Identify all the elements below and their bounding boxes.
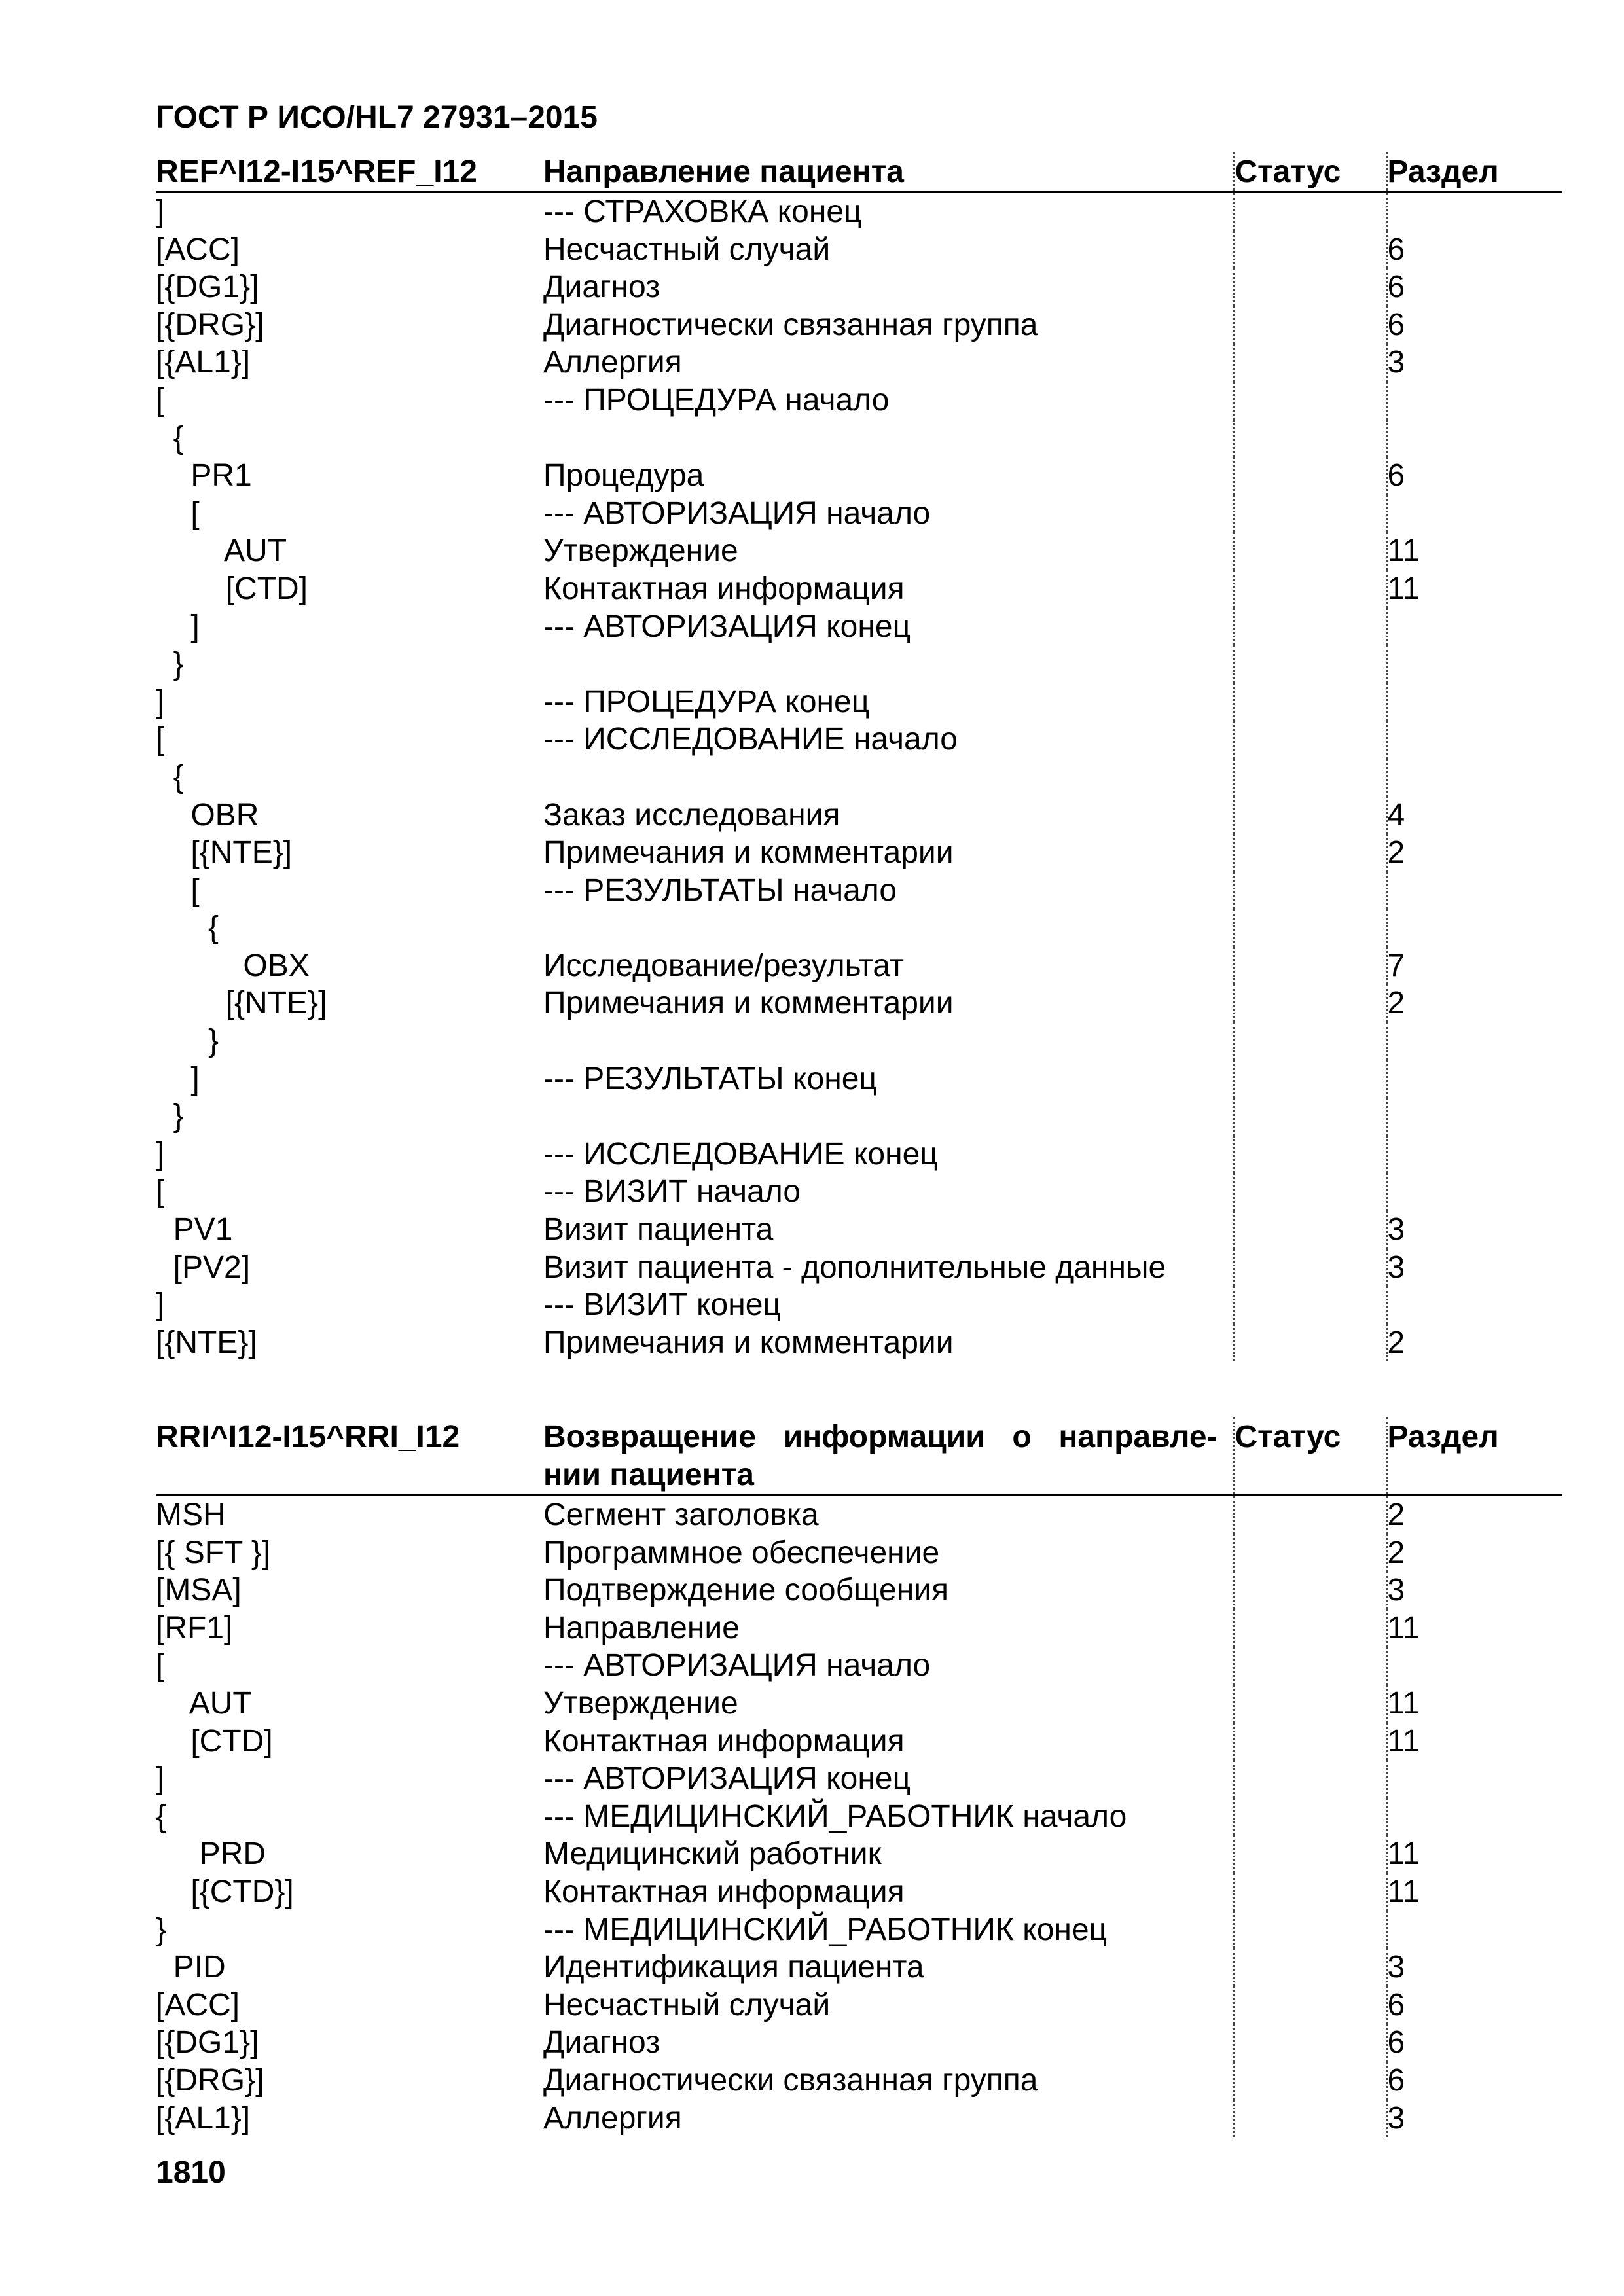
table-row <box>156 1022 1562 1060</box>
segment-name: Медицинский работник <box>543 1835 1234 1873</box>
segment-status <box>1234 495 1386 533</box>
segment-code: [ <box>156 1648 165 1683</box>
segment-code: [ <box>156 1174 165 1210</box>
table-row <box>156 1060 1562 1098</box>
segment-code: AUT <box>156 1685 252 1721</box>
segment-status <box>1234 420 1386 457</box>
segment-name: Аллергия <box>543 344 1234 382</box>
segment-section: 2 <box>1387 1535 1405 1570</box>
table-row <box>156 457 1562 495</box>
segment-code: { <box>156 420 184 456</box>
segment-code: [RF1] <box>156 1610 233 1645</box>
segment-section: 2 <box>1387 835 1405 870</box>
table-header-row <box>156 152 1562 192</box>
segment-status <box>1234 231 1386 269</box>
segment-name: --- МЕДИЦИНСКИЙ_РАБОТНИК начало <box>543 1798 1234 1836</box>
segment-section <box>1386 909 1562 947</box>
segment-code: OBR <box>156 797 259 833</box>
segment-status <box>1234 1798 1386 1836</box>
segment-name: Заказ исследования <box>543 797 1234 834</box>
segment-status <box>1234 570 1386 608</box>
segment-status <box>1234 1286 1386 1324</box>
header-section: Раздел <box>1386 1417 1562 1496</box>
table-row <box>156 306 1562 344</box>
segment-code: [{NTE}] <box>156 1325 257 1360</box>
segment-status <box>1234 1098 1386 1136</box>
segment-name: --- АВТОРИЗАЦИЯ начало <box>543 495 1234 533</box>
table-body <box>156 1496 1562 2138</box>
segment-status <box>1234 797 1386 834</box>
segment-status <box>1234 1948 1386 1986</box>
segment-status <box>1234 984 1386 1022</box>
segment-section <box>1386 1286 1562 1324</box>
table-row <box>156 2100 1562 2138</box>
table-row <box>156 1986 1562 2024</box>
document-header: ГОСТ Р ИСО/HL7 27931–2015 <box>156 100 598 135</box>
segment-status <box>1234 1571 1386 1609</box>
table-row <box>156 1496 1562 1534</box>
table-row <box>156 909 1562 947</box>
segment-section <box>1386 721 1562 759</box>
segment-code: [{DG1}] <box>156 270 259 305</box>
segment-name <box>543 1098 1234 1136</box>
segment-section <box>1386 1022 1562 1060</box>
segment-status <box>1234 947 1386 985</box>
segment-code: [{DRG}] <box>156 307 264 342</box>
table-row <box>156 268 1562 306</box>
segment-code: } <box>156 1912 167 1947</box>
table-row <box>156 382 1562 420</box>
segment-name: Визит пациента <box>543 1211 1234 1249</box>
segment-code: [PV2] <box>156 1249 251 1285</box>
header-name: Возвращение информации о направле-нии пациента <box>543 1417 1234 1496</box>
table-row <box>156 947 1562 985</box>
segment-section <box>1386 1798 1562 1836</box>
segment-code: [ <box>156 495 200 531</box>
segment-section: 3 <box>1387 2100 1405 2136</box>
segment-name: Примечания и комментарии <box>543 834 1234 872</box>
segment-code: ] <box>156 1136 165 1172</box>
segment-name: --- ИССЛЕДОВАНИЕ конец <box>543 1136 1234 1174</box>
segment-section: 3 <box>1387 1950 1405 1985</box>
segment-section: 6 <box>1387 270 1405 305</box>
segment-section: 3 <box>1387 1249 1405 1285</box>
segment-status <box>1234 1022 1386 1060</box>
segment-code: [MSA] <box>156 1573 242 1608</box>
table-row <box>156 1534 1562 1572</box>
segment-status <box>1234 1136 1386 1174</box>
segment-status <box>1234 1324 1386 1362</box>
segment-status <box>1234 192 1386 231</box>
segment-status <box>1234 1723 1386 1761</box>
segment-status <box>1234 721 1386 759</box>
table-row <box>156 570 1562 608</box>
segment-name <box>543 645 1234 683</box>
segment-code: PID <box>156 1950 226 1985</box>
segment-name: Идентификация пациента <box>543 1948 1234 1986</box>
segment-status <box>1234 608 1386 646</box>
segment-section <box>1386 1647 1562 1685</box>
segment-status <box>1234 2062 1386 2100</box>
segment-section: 6 <box>1387 2025 1405 2060</box>
table-row <box>156 1286 1562 1324</box>
segment-code: [{DRG}] <box>156 2062 264 2098</box>
segment-section <box>1386 495 1562 533</box>
segment-name: --- ПРОЦЕДУРА начало <box>543 382 1234 420</box>
segment-section: 4 <box>1387 797 1405 833</box>
segment-status <box>1234 382 1386 420</box>
segment-name: --- РЕЗУЛЬТАТЫ конец <box>543 1060 1234 1098</box>
segment-section: 2 <box>1387 1325 1405 1360</box>
segment-code: [{ SFT }] <box>156 1535 271 1570</box>
segment-code: { <box>156 759 184 795</box>
segment-section: 3 <box>1387 345 1405 380</box>
segment-section <box>1386 1136 1562 1174</box>
segment-status <box>1234 344 1386 382</box>
segment-code: [CTD] <box>156 571 308 606</box>
segment-section: 11 <box>1387 1685 1420 1721</box>
segment-status <box>1234 872 1386 910</box>
segment-status <box>1234 1496 1386 1534</box>
table-row <box>156 834 1562 872</box>
segment-name: Несчастный случай <box>543 1986 1234 2024</box>
segment-section <box>1386 420 1562 457</box>
segment-status <box>1234 1760 1386 1798</box>
segment-name: Направление <box>543 1609 1234 1647</box>
segment-name: --- СТРАХОВКА конец <box>543 192 1234 231</box>
segment-code: { <box>156 1799 167 1834</box>
segment-section: 11 <box>1387 1874 1420 1909</box>
segment-name: --- ВИЗИТ начало <box>543 1173 1234 1211</box>
segment-code: MSH <box>156 1498 226 1532</box>
segment-name: Программное обеспечение <box>543 1534 1234 1572</box>
segment-status <box>1234 1911 1386 1949</box>
segment-status <box>1234 1647 1386 1685</box>
segment-name: Сегмент заголовка <box>543 1496 1234 1534</box>
segment-section: 3 <box>1387 1212 1405 1247</box>
segment-code: [ <box>156 722 165 757</box>
table-row <box>156 1098 1562 1136</box>
segment-status <box>1234 909 1386 947</box>
segment-section: 11 <box>1387 1723 1420 1759</box>
segment-section <box>1386 382 1562 420</box>
segment-name: --- РЕЗУЛЬТАТЫ начало <box>543 872 1234 910</box>
segment-status <box>1234 759 1386 797</box>
segment-code: ] <box>156 684 165 719</box>
segment-section: 11 <box>1387 1837 1420 1872</box>
segment-code: ] <box>156 609 200 644</box>
segment-name <box>543 909 1234 947</box>
table-row <box>156 1324 1562 1362</box>
segment-name: Утверждение <box>543 532 1234 570</box>
table-row <box>156 1136 1562 1174</box>
segment-status <box>1234 532 1386 570</box>
segment-section: 6 <box>1387 458 1405 493</box>
segment-status <box>1234 645 1386 683</box>
segment-name: Процедура <box>543 457 1234 495</box>
segment-section <box>1386 645 1562 683</box>
table-row <box>156 1647 1562 1685</box>
segment-code: [{AL1}] <box>156 2100 251 2136</box>
segment-code: [ <box>156 382 165 418</box>
table-row <box>156 608 1562 646</box>
segment-code: [{CTD}] <box>156 1874 294 1909</box>
table-row <box>156 1835 1562 1873</box>
table-row <box>156 645 1562 683</box>
table-row <box>156 872 1562 910</box>
header-segment: RRI^I12-I15^RRI_I12 <box>156 1417 543 1496</box>
segment-section: 11 <box>1387 571 1420 606</box>
segment-name: Утверждение <box>543 1685 1234 1723</box>
table-row <box>156 759 1562 797</box>
header-section: Раздел <box>1386 152 1562 192</box>
segment-status <box>1234 1534 1386 1572</box>
segment-name: --- ПРОЦЕДУРА конец <box>543 683 1234 721</box>
table-row <box>156 1173 1562 1211</box>
table-row <box>156 1760 1562 1798</box>
segment-section <box>1386 1060 1562 1098</box>
segment-status <box>1234 268 1386 306</box>
segment-name: Примечания и комментарии <box>543 1324 1234 1362</box>
segment-section <box>1386 1173 1562 1211</box>
segment-section: 2 <box>1387 1498 1405 1532</box>
table-row <box>156 797 1562 834</box>
table-row <box>156 1798 1562 1836</box>
table-row <box>156 420 1562 457</box>
table-row <box>156 1948 1562 1986</box>
segment-section <box>1386 872 1562 910</box>
segment-name: --- АВТОРИЗАЦИЯ конец <box>543 608 1234 646</box>
segment-code: [{AL1}] <box>156 345 251 380</box>
header-status: Статус <box>1234 1417 1386 1496</box>
segment-status <box>1234 1249 1386 1287</box>
table-row <box>156 532 1562 570</box>
segment-status <box>1234 306 1386 344</box>
table-row <box>156 683 1562 721</box>
segment-code: [{DG1}] <box>156 2025 259 2060</box>
segment-status <box>1234 1211 1386 1249</box>
segment-name: Несчастный случай <box>543 231 1234 269</box>
table-row <box>156 1873 1562 1911</box>
segment-name: Диагностически связанная группа <box>543 2062 1234 2100</box>
table-header-row <box>156 1417 1562 1496</box>
segment-section: 6 <box>1387 232 1405 267</box>
table-row <box>156 2024 1562 2062</box>
segment-name: Диагностически связанная группа <box>543 306 1234 344</box>
segment-code: PR1 <box>156 458 252 493</box>
segment-table-rri <box>156 1417 1562 2137</box>
segment-section: 7 <box>1387 948 1405 983</box>
table-row <box>156 192 1562 231</box>
segment-code: ] <box>156 1287 165 1323</box>
segment-name: Диагноз <box>543 268 1234 306</box>
segment-name: --- МЕДИЦИНСКИЙ_РАБОТНИК конец <box>543 1911 1234 1949</box>
header-name: Направление пациента <box>543 152 1234 192</box>
table-row <box>156 1723 1562 1761</box>
segment-code: ] <box>156 1761 165 1797</box>
segment-name: --- ИССЛЕДОВАНИЕ начало <box>543 721 1234 759</box>
segment-name: Контактная информация <box>543 1723 1234 1761</box>
table-row <box>156 721 1562 759</box>
segment-section: 3 <box>1387 1573 1405 1608</box>
segment-code: [CTD] <box>156 1723 273 1759</box>
segment-name: Визит пациента - дополнительные данные <box>543 1249 1234 1287</box>
segment-section <box>1386 683 1562 721</box>
segment-status <box>1234 1835 1386 1873</box>
segment-code: { <box>156 910 219 946</box>
segment-code: [ACC] <box>156 1987 240 2022</box>
table-row <box>156 2062 1562 2100</box>
table-row <box>156 344 1562 382</box>
segment-name: Контактная информация <box>543 1873 1234 1911</box>
table-row <box>156 495 1562 533</box>
segment-code: } <box>156 1024 219 1059</box>
table-row <box>156 1571 1562 1609</box>
segment-section <box>1386 1098 1562 1136</box>
table-row <box>156 1211 1562 1249</box>
segment-status <box>1234 2024 1386 2062</box>
segment-code: [{NTE}] <box>156 986 327 1021</box>
segment-status <box>1234 1173 1386 1211</box>
table-row <box>156 1911 1562 1949</box>
segment-code: } <box>156 647 184 682</box>
table-row <box>156 984 1562 1022</box>
segment-section: 11 <box>1387 1610 1420 1645</box>
segment-code: ] <box>156 194 165 229</box>
segment-name: Исследование/результат <box>543 947 1234 985</box>
segment-status <box>1234 1873 1386 1911</box>
segment-name: Примечания и комментарии <box>543 984 1234 1022</box>
page-number: 1810 <box>156 2155 226 2190</box>
segment-section: 6 <box>1387 2062 1405 2098</box>
segment-section <box>1386 1911 1562 1949</box>
segment-code: AUT <box>156 533 287 569</box>
segment-code: [{NTE}] <box>156 835 293 870</box>
segment-code: PRD <box>156 1837 266 1872</box>
segment-name <box>543 1022 1234 1060</box>
segment-status <box>1234 1060 1386 1098</box>
segment-section: 6 <box>1387 1987 1405 2022</box>
segment-status <box>1234 1685 1386 1723</box>
segment-name: --- АВТОРИЗАЦИЯ конец <box>543 1760 1234 1798</box>
segment-code: [ACC] <box>156 232 240 267</box>
header-segment: REF^I12-I15^REF_I12 <box>156 152 543 192</box>
table-row <box>156 1249 1562 1287</box>
segment-code: ] <box>156 1061 200 1096</box>
segment-status <box>1234 1986 1386 2024</box>
segment-section: 2 <box>1387 986 1405 1021</box>
segment-section <box>1386 608 1562 646</box>
segment-section: 6 <box>1387 307 1405 342</box>
segment-name: --- АВТОРИЗАЦИЯ начало <box>543 1647 1234 1685</box>
segment-name: --- ВИЗИТ конец <box>543 1286 1234 1324</box>
segment-name: Контактная информация <box>543 570 1234 608</box>
segment-status <box>1234 457 1386 495</box>
segment-section <box>1386 759 1562 797</box>
segment-name: Подтверждение сообщения <box>543 1571 1234 1609</box>
segment-name <box>543 420 1234 457</box>
table-row <box>156 1685 1562 1723</box>
segment-status <box>1234 834 1386 872</box>
segment-code: [ <box>156 872 200 908</box>
table-body <box>156 192 1562 1362</box>
segment-code: } <box>156 1099 184 1134</box>
segment-status <box>1234 683 1386 721</box>
segment-code: PV1 <box>156 1212 233 1247</box>
segment-status <box>1234 2100 1386 2138</box>
segment-section: 11 <box>1387 533 1420 569</box>
table-row <box>156 1609 1562 1647</box>
segment-name <box>543 759 1234 797</box>
segment-table-ref <box>156 152 1562 1361</box>
segment-code: OBX <box>156 948 310 983</box>
header-status: Статус <box>1234 152 1386 192</box>
segment-section <box>1386 1760 1562 1798</box>
segment-name: Диагноз <box>543 2024 1234 2062</box>
segment-status <box>1234 1609 1386 1647</box>
table-row <box>156 231 1562 269</box>
segment-name: Аллергия <box>543 2100 1234 2138</box>
segment-section <box>1386 192 1562 231</box>
